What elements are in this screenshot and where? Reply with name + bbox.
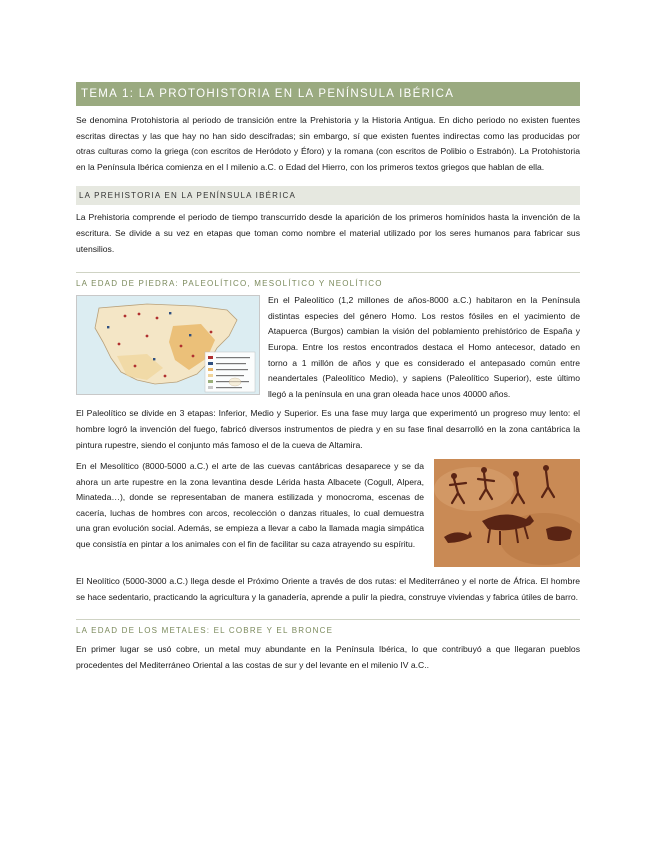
metales-paragraph: En primer lugar se usó cobre, un metal muy abundante en la Península Ibérica, lo que contribuyó a que llegaran pueblos procedentes del Mediterráneo Oriental a las costas de sur y del levante en el milenio IV a.C..	[76, 644, 580, 670]
document-title: TEMA 1: LA PROTOHISTORIA EN LA PENÍNSULA IBÉRICA	[76, 82, 580, 106]
cave-painting-image	[434, 459, 580, 567]
subsection-heading-metales: LA EDAD DE LOS METALES: EL COBRE Y EL BRONCE	[76, 619, 580, 637]
paleolitico-paragraph: En el Paleolítico (1,2 millones de años-8000 a.C.) habitaron en la Península distintas especies del género Homo. Los restos fósiles en el yacimiento de Atapuerca (Burgos) cambian la visión del poblamiento prehistórico de España y Europa. Entre los restos encontrados destaca el Homo antecesor, datado en torno a 1 millón de años y que es considerado el antepasado común entre neandertales (Paleolítico Medio), y sapiens (Paleolítico Superior), este último llegó a la península en una gran oleada hace unos 40000 años.	[268, 295, 580, 399]
paleolithic-map-image	[76, 295, 260, 395]
mesolitico-paragraph: En el Mesolítico (8000-5000 a.C.) el arte de las cuevas cantábricas desaparece y se da ahora un arte rupestre en la zona levantina desde Lérida hasta Albacete (Cogull, Alpera, Minateda…), donde se representaban de manera estilizada y monocroma, escenas de cacería, luchas de hombres con arcos, recolección o danzas rituales, lo cual demuestra una gran evolución social. Además, se empieza a llevar a cabo la llamada magia simpática que consistía en pintar a los animales con el fin de facilitar su caza atrayendo su espíritu.	[76, 461, 424, 550]
document-page	[76, 82, 580, 673]
intro-paragraph: Se denomina Protohistoria al periodo de transición entre la Prehistoria y la Historia Antigua. En dicho periodo no existen fuentes escritas directas y las que hay no han sido descifradas; sin embargo, sí que existen fuentes indirectas como las producidas por otras culturas como la griega (con escritos de Heródoto y Éforo) y la romana (con escritos de Polibio o Estrabón). La Protohistoria en la Península Ibérica comienza en el I milenio a.C. o Edad del Hierro, con los primeros textos griegos que hablan de ella.	[76, 115, 580, 172]
neolitico-paragraph: El Neolítico (5000-3000 a.C.) llega desde el Próximo Oriente a través de dos rutas: el Mediterráneo y el norte de África. El hombre se hace sedentario, practicando la agricultura y la ganadería, aprende a pulir la piedra, construye viviendas y fabrica útiles de barro.	[76, 576, 580, 602]
section-heading-prehistoria: LA PREHISTORIA EN LA PENÍNSULA IBÉRICA	[76, 186, 580, 205]
prehistoria-paragraph: La Prehistoria comprende el periodo de tiempo transcurrido desde la aparición de los primeros homínidos hasta la invención de la escritura. Se divide a su vez en etapas que toman como nombre el material utilizado por los seres humanos para fabricar sus utensilios.	[76, 212, 580, 254]
subsection-heading-piedra: LA EDAD DE PIEDRA: PALEOLÍTICO, MESOLÍTICO Y NEOLÍTICO	[76, 272, 580, 290]
paleolitico-etapas-paragraph: El Paleolítico se divide en 3 etapas: Inferior, Medio y Superior. Es una fase muy larga que experimentó un progreso muy lento: el hombre logró la invención del fuego, fabricó diversos instrumentos de piedra y en su fase final desarrolló en la zona cantábrica la pintura rupestre, siendo el conjunto más famoso el de la cueva de Altamira.	[76, 408, 580, 450]
